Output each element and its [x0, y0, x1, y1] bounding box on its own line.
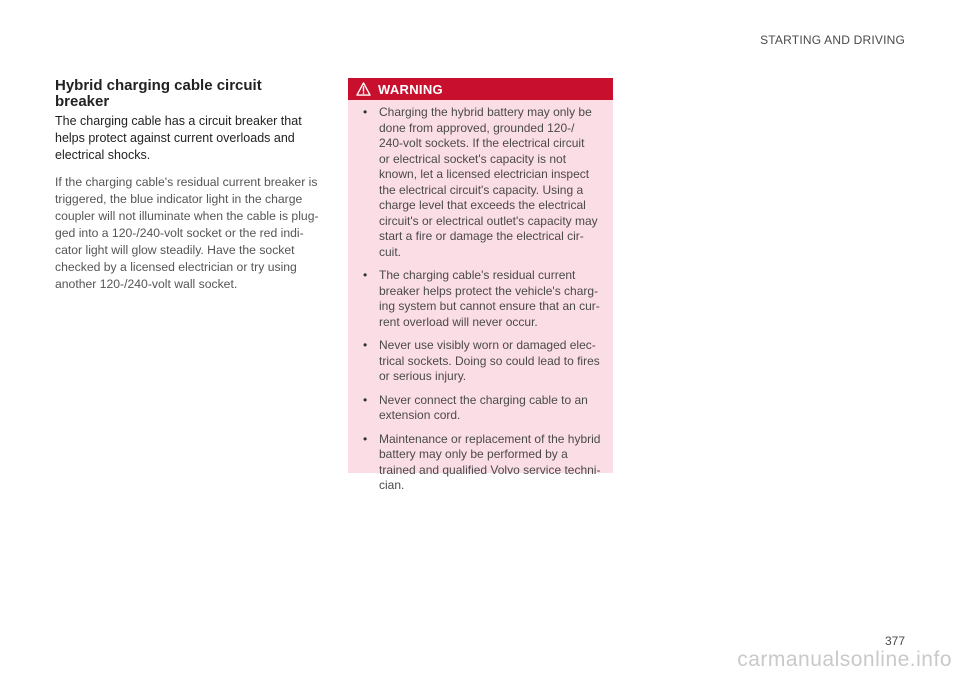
section-column: [55, 78, 325, 293]
warning-item: [356, 338, 605, 385]
warning-line: done from approved, grounded 120-/: [379, 120, 575, 135]
warning-line: The charging cable's residual current: [379, 268, 576, 282]
body-line: If the charging cable's residual current breaker is: [55, 175, 318, 189]
lead-line: The charging cable has a circuit breaker that: [55, 114, 302, 128]
warning-list: [348, 100, 613, 494]
warning-line: the electrical circuit's capacity. Using a: [379, 182, 584, 197]
bullet: •: [363, 338, 368, 352]
section-title: [55, 78, 325, 110]
warning-line: breaker helps protect the vehicle's charg-: [379, 283, 599, 298]
body-line: checked by a licensed electrician or try using: [55, 260, 297, 274]
body-paragraph: [55, 174, 325, 293]
warning-line: circuit's or electrical outlet's capacity may: [379, 213, 598, 228]
bullet: •: [363, 392, 368, 407]
warning-triangle-icon: [356, 82, 371, 96]
lead-line: helps protect against current overloads and: [55, 131, 295, 145]
warning-line: or serious injury.: [379, 369, 467, 383]
warning-line: known, let a licensed electrician inspect: [379, 167, 590, 181]
warning-header: [348, 78, 613, 100]
warning-line: charge level that exceeds the electrical: [379, 198, 586, 212]
warning-line: or electrical socket's capacity is not: [379, 151, 567, 166]
warning-line: Maintenance or replacement of the hybrid: [379, 431, 601, 446]
warning-line: Never connect the charging cable to an: [379, 392, 588, 407]
bullet: •: [363, 105, 368, 119]
body-line: ged into a 120-/240-volt socket or the red indi-: [55, 226, 304, 240]
running-header: STARTING AND DRIVING: [760, 33, 905, 47]
warning-line: Never use visibly worn or damaged elec-: [379, 338, 596, 352]
warning-item: [356, 393, 605, 424]
body-line: triggered, the blue indicator light in the charge: [55, 192, 303, 206]
bullet: •: [363, 431, 368, 446]
page-number: 377: [884, 634, 905, 648]
warning-item: [356, 268, 605, 330]
warning-box: [348, 78, 613, 492]
section-title-line-1: Hybrid charging cable circuit: [55, 77, 262, 94]
warning-line: Charging the hybrid battery may only be: [379, 105, 592, 119]
warning-line: rent overload will never occur.: [379, 314, 538, 329]
body-line: cator light will glow steadily. Have the socket: [55, 243, 295, 257]
warning-line: trained and qualified Volvo service techni-: [379, 462, 601, 477]
warning-line: extension cord.: [379, 408, 461, 422]
warning-line: start a fire or damage the electrical cir-: [379, 229, 584, 243]
bullet: •: [363, 268, 368, 282]
lead-line: electrical shocks.: [55, 148, 151, 162]
warning-line: 240-volt sockets. If the electrical circuit: [379, 136, 585, 150]
warning-line: cuit.: [379, 244, 402, 259]
warning-item: [356, 105, 605, 260]
warning-item: [356, 432, 605, 494]
warning-line: battery may only be performed by a: [379, 447, 568, 461]
warning-line: cian.: [379, 478, 405, 492]
section-title-line-2: breaker: [55, 93, 110, 110]
body-line: another 120-/240-volt wall socket.: [55, 277, 238, 291]
warning-line: ing system but cannot ensure that an cur-: [379, 299, 600, 313]
watermark: carmanualsonline.info: [737, 648, 952, 671]
lead-paragraph: [55, 113, 325, 164]
body-line: coupler will not illuminate when the cable is plug-: [55, 209, 319, 223]
warning-line: trical sockets. Doing so could lead to fires: [379, 353, 600, 368]
warning-title: WARNING: [378, 81, 443, 97]
